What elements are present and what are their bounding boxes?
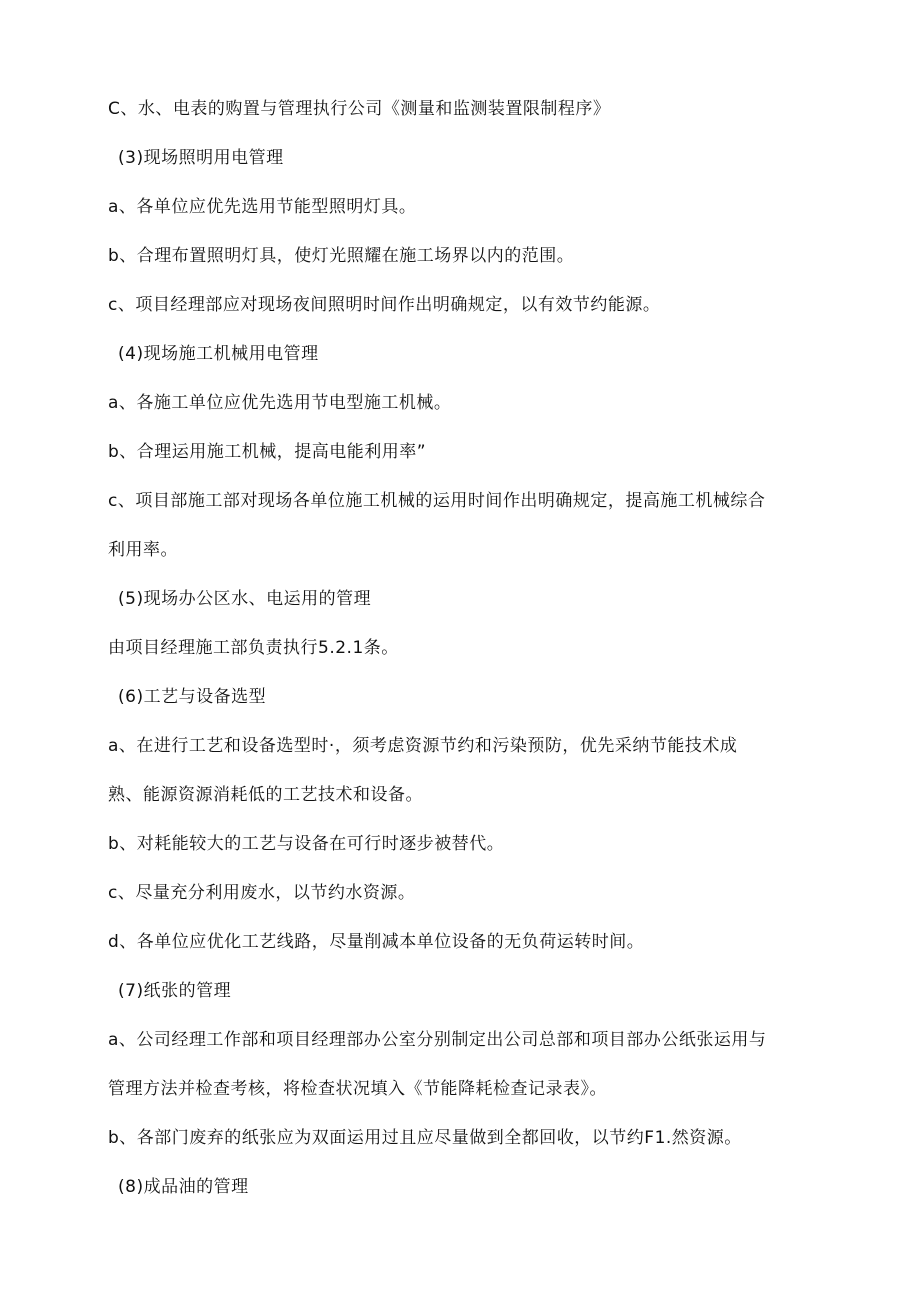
item-a-machinery: a、各施工单位应优先选用节电型施工机械。 <box>108 393 452 413</box>
item-d-process: d、各单位应优化工艺线路，尽量削减本单位设备的无负荷运转时间。 <box>108 932 645 952</box>
item-b-lighting: b、合理布置照明灯具，使灯光照耀在施工场界以内的范围。 <box>108 246 575 266</box>
item-c-lighting: c、项目经理部应对现场夜间照明时间作出明确规定，以有效节约能源。 <box>108 295 661 315</box>
heading-lighting-power: (3)现场照明用电管理 <box>118 148 284 168</box>
heading-paper-management: (7)纸张的管理 <box>118 981 232 1001</box>
paragraph-office-utilities: 由项目经理施工部负责执行5.2.1条。 <box>108 638 399 658</box>
item-c-process: c、尽量充分利用废水，以节约水资源。 <box>108 883 416 903</box>
paragraph-water-electric-meter: C、水、电表的购置与管理执行公司《测量和监测装置限制程序》 <box>108 99 611 119</box>
item-c-machinery-continued: 利用率。 <box>108 540 178 560</box>
item-b-paper: b、各部门废弃的纸张应为双面运用过且应尽量做到全都回收，以节约F1.然资源。 <box>108 1128 742 1148</box>
heading-machinery-power: (4)现场施工机械用电管理 <box>118 344 319 364</box>
item-a-paper-continued: 管理方法并检查考核，将检查状况填入《节能降耗检查记录表》。 <box>108 1079 607 1099</box>
heading-oil-management: (8)成品油的管理 <box>118 1177 249 1197</box>
item-a-lighting: a、各单位应优先选用节能型照明灯具。 <box>108 197 417 217</box>
heading-office-utilities: (5)现场办公区水、电运用的管理 <box>118 589 372 609</box>
item-a-paper: a、公司经理工作部和项目经理部办公室分别制定出公司总部和项目部办公纸张运用与 <box>108 1030 767 1050</box>
item-b-machinery: b、合理运用施工机械，提高电能利用率” <box>108 442 427 462</box>
item-a-process: a、在进行工艺和设备选型时·，须考虑资源节约和污染预防，优先采纳节能技术成 <box>108 736 738 756</box>
heading-process-equipment: (6)工艺与设备选型 <box>118 687 267 707</box>
item-c-machinery: c、项目部施工部对现场各单位施工机械的运用时间作出明确规定，提高施工机械综合 <box>108 491 766 511</box>
item-b-process: b、对耗能较大的工艺与设备在可行时逐步被替代。 <box>108 834 505 854</box>
item-a-process-continued: 熟、能源资源消耗低的工艺技术和设备。 <box>108 785 423 805</box>
